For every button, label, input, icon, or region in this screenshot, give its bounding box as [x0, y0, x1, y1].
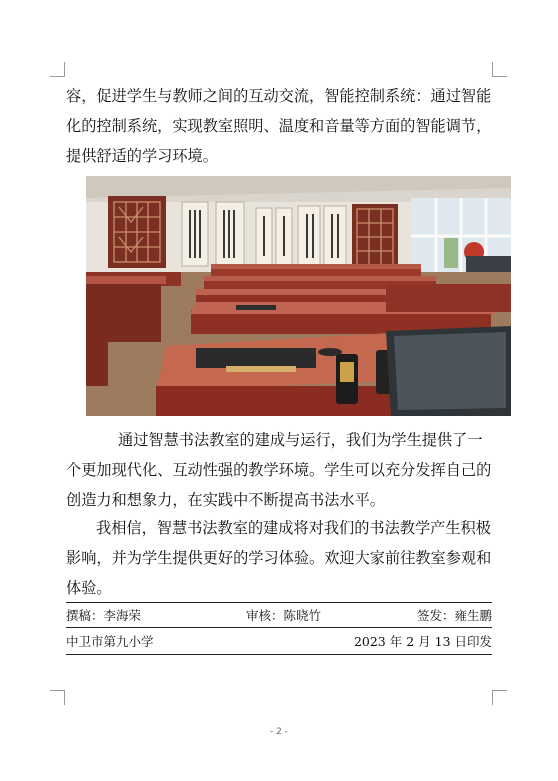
issuer-label: 签发：雍生鹏	[416, 608, 492, 623]
classroom-photo	[86, 176, 511, 416]
crop-mark-top-right	[492, 62, 507, 77]
body-paragraph-3: 我相信，智慧书法教室的建成将对我们的书法教学产生积极影响，并为学生提供更好的学习体验。欢迎大家前往教室参观和体验。	[66, 519, 492, 597]
footer-issue-row	[66, 632, 492, 652]
page-number: - 2 -	[270, 727, 288, 737]
reviewer-label: 审核：陈晓竹	[246, 608, 322, 623]
issue-date: 2023 年 2 月 13 日印发	[353, 634, 492, 649]
footer-rule-bottom	[66, 654, 492, 655]
footer-credits-row	[66, 606, 492, 626]
crop-mark-top-left	[50, 62, 65, 77]
crop-mark-bottom-right	[492, 690, 507, 705]
body-paragraph-2: 通过智慧书法教室的建成与运行，我们为学生提供了一个更加现代化、互动性强的教学环境。学生可以充分发挥自己的创造力和想象力，在实践中不断提高书法水平。	[66, 431, 492, 509]
body-paragraph-1: 容，促进学生与教师之间的互动交流，智能控制系统：通过智能化的控制系统，实现教室照明、温度和音量等方面的智能调节，提供舒适的学习环境。	[66, 87, 492, 165]
crop-mark-bottom-left	[50, 690, 65, 705]
school-name: 中卫市第九小学	[66, 634, 154, 649]
drafter-label: 撰稿：李海荣	[66, 608, 142, 623]
footer-rule-top	[66, 602, 492, 603]
footer-rule-middle	[66, 627, 492, 628]
